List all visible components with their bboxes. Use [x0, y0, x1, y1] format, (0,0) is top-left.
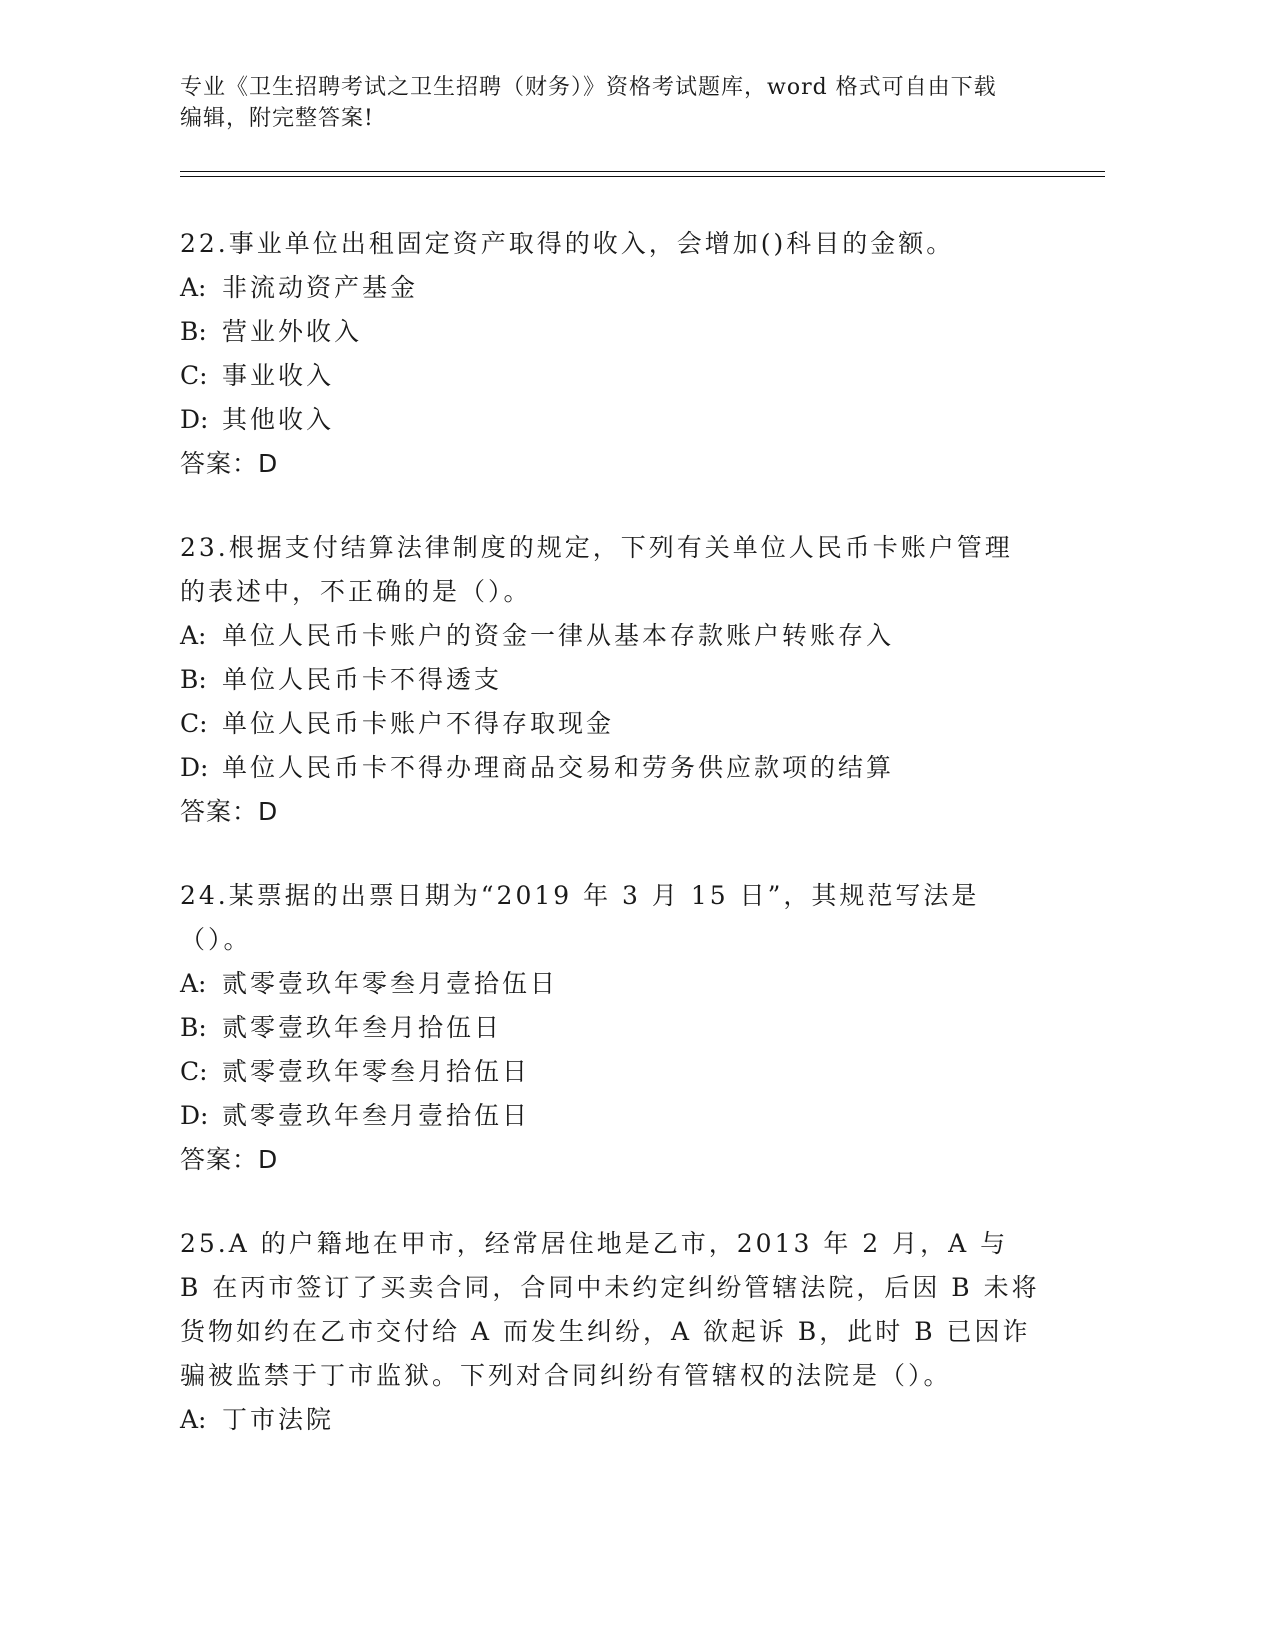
option-text: 其他收入	[222, 405, 335, 434]
option-letter: D:	[180, 405, 209, 434]
option-text: 单位人民币卡不得透支	[222, 665, 503, 694]
header-line-1: 专业《卫生招聘考试之卫生招聘（财务）》资格考试题库，word 格式可自由下载	[180, 75, 997, 100]
question-text: 24.某票据的出票日期为“2019 年 3 月 15 日”，其规范写法是（）。	[180, 881, 980, 954]
answer-line: 答案：D	[180, 449, 279, 478]
option-text: 丁市法院	[222, 1405, 335, 1434]
question-25	[180, 1222, 1040, 1442]
option-letter: A:	[180, 273, 207, 302]
option-text: 贰零壹玖年零叁月壹拾伍日	[222, 969, 559, 998]
option-d	[180, 746, 1040, 790]
option-b	[180, 1006, 1040, 1050]
question-24	[180, 874, 1040, 1182]
option-text: 事业收入	[222, 361, 335, 390]
option-text: 单位人民币卡账户不得存取现金	[222, 709, 615, 738]
option-letter: B:	[180, 665, 207, 694]
option-text: 贰零壹玖年零叁月拾伍日	[222, 1057, 531, 1086]
option-letter: A:	[180, 621, 207, 650]
question-text: 23.根据支付结算法律制度的规定，下列有关单位人民币卡账户管理的表述中，不正确的是（）。	[180, 533, 1013, 606]
header-divider-top	[180, 171, 1105, 172]
option-c	[180, 1050, 1040, 1094]
question-22	[180, 222, 1040, 486]
question-list	[180, 222, 1040, 1482]
option-letter: B:	[180, 1013, 207, 1042]
option-text: 单位人民币卡不得办理商品交易和劳务供应款项的结算	[222, 753, 895, 782]
question-text: 22.事业单位出租固定资产取得的收入，会增加()科目的金额。	[180, 229, 955, 258]
header-line-2: 编辑，附完整答案!	[180, 106, 374, 131]
document-header	[180, 72, 1040, 134]
option-d	[180, 398, 1040, 442]
option-b	[180, 310, 1040, 354]
option-letter: D:	[180, 753, 209, 782]
option-text: 贰零壹玖年叁月壹拾伍日	[222, 1101, 531, 1130]
question-23	[180, 526, 1040, 834]
option-d	[180, 1094, 1040, 1138]
option-a	[180, 962, 1040, 1006]
answer-line: 答案：D	[180, 797, 279, 826]
option-letter: A:	[180, 969, 207, 998]
option-c	[180, 354, 1040, 398]
header-divider-bottom	[180, 176, 1105, 177]
option-text: 营业外收入	[222, 317, 363, 346]
option-letter: A:	[180, 1405, 207, 1434]
option-text: 贰零壹玖年叁月拾伍日	[222, 1013, 503, 1042]
option-letter: C:	[180, 361, 208, 390]
option-text: 单位人民币卡账户的资金一律从基本存款账户转账存入	[222, 621, 895, 650]
option-c	[180, 702, 1040, 746]
option-a	[180, 614, 1040, 658]
option-letter: B:	[180, 317, 207, 346]
option-letter: C:	[180, 709, 208, 738]
option-text: 非流动资产基金	[222, 273, 419, 302]
option-letter: C:	[180, 1057, 208, 1086]
option-a	[180, 266, 1040, 310]
answer-line: 答案：D	[180, 1145, 279, 1174]
question-text: 25.A 的户籍地在甲市，经常居住地是乙市，2013 年 2 月，A 与 B 在丙市签订了买卖合同，合同中未约定纠纷管辖法院，后因 B 未将货物如约在乙市交付给 A 而发生纠纷，A 欲起诉 B，此时 B 已因诈骗被监禁于丁市监狱。下列对合同纠纷有管辖权的法院是（）。	[180, 1229, 1040, 1390]
option-b	[180, 658, 1040, 702]
option-a	[180, 1398, 1040, 1442]
option-letter: D:	[180, 1101, 209, 1130]
